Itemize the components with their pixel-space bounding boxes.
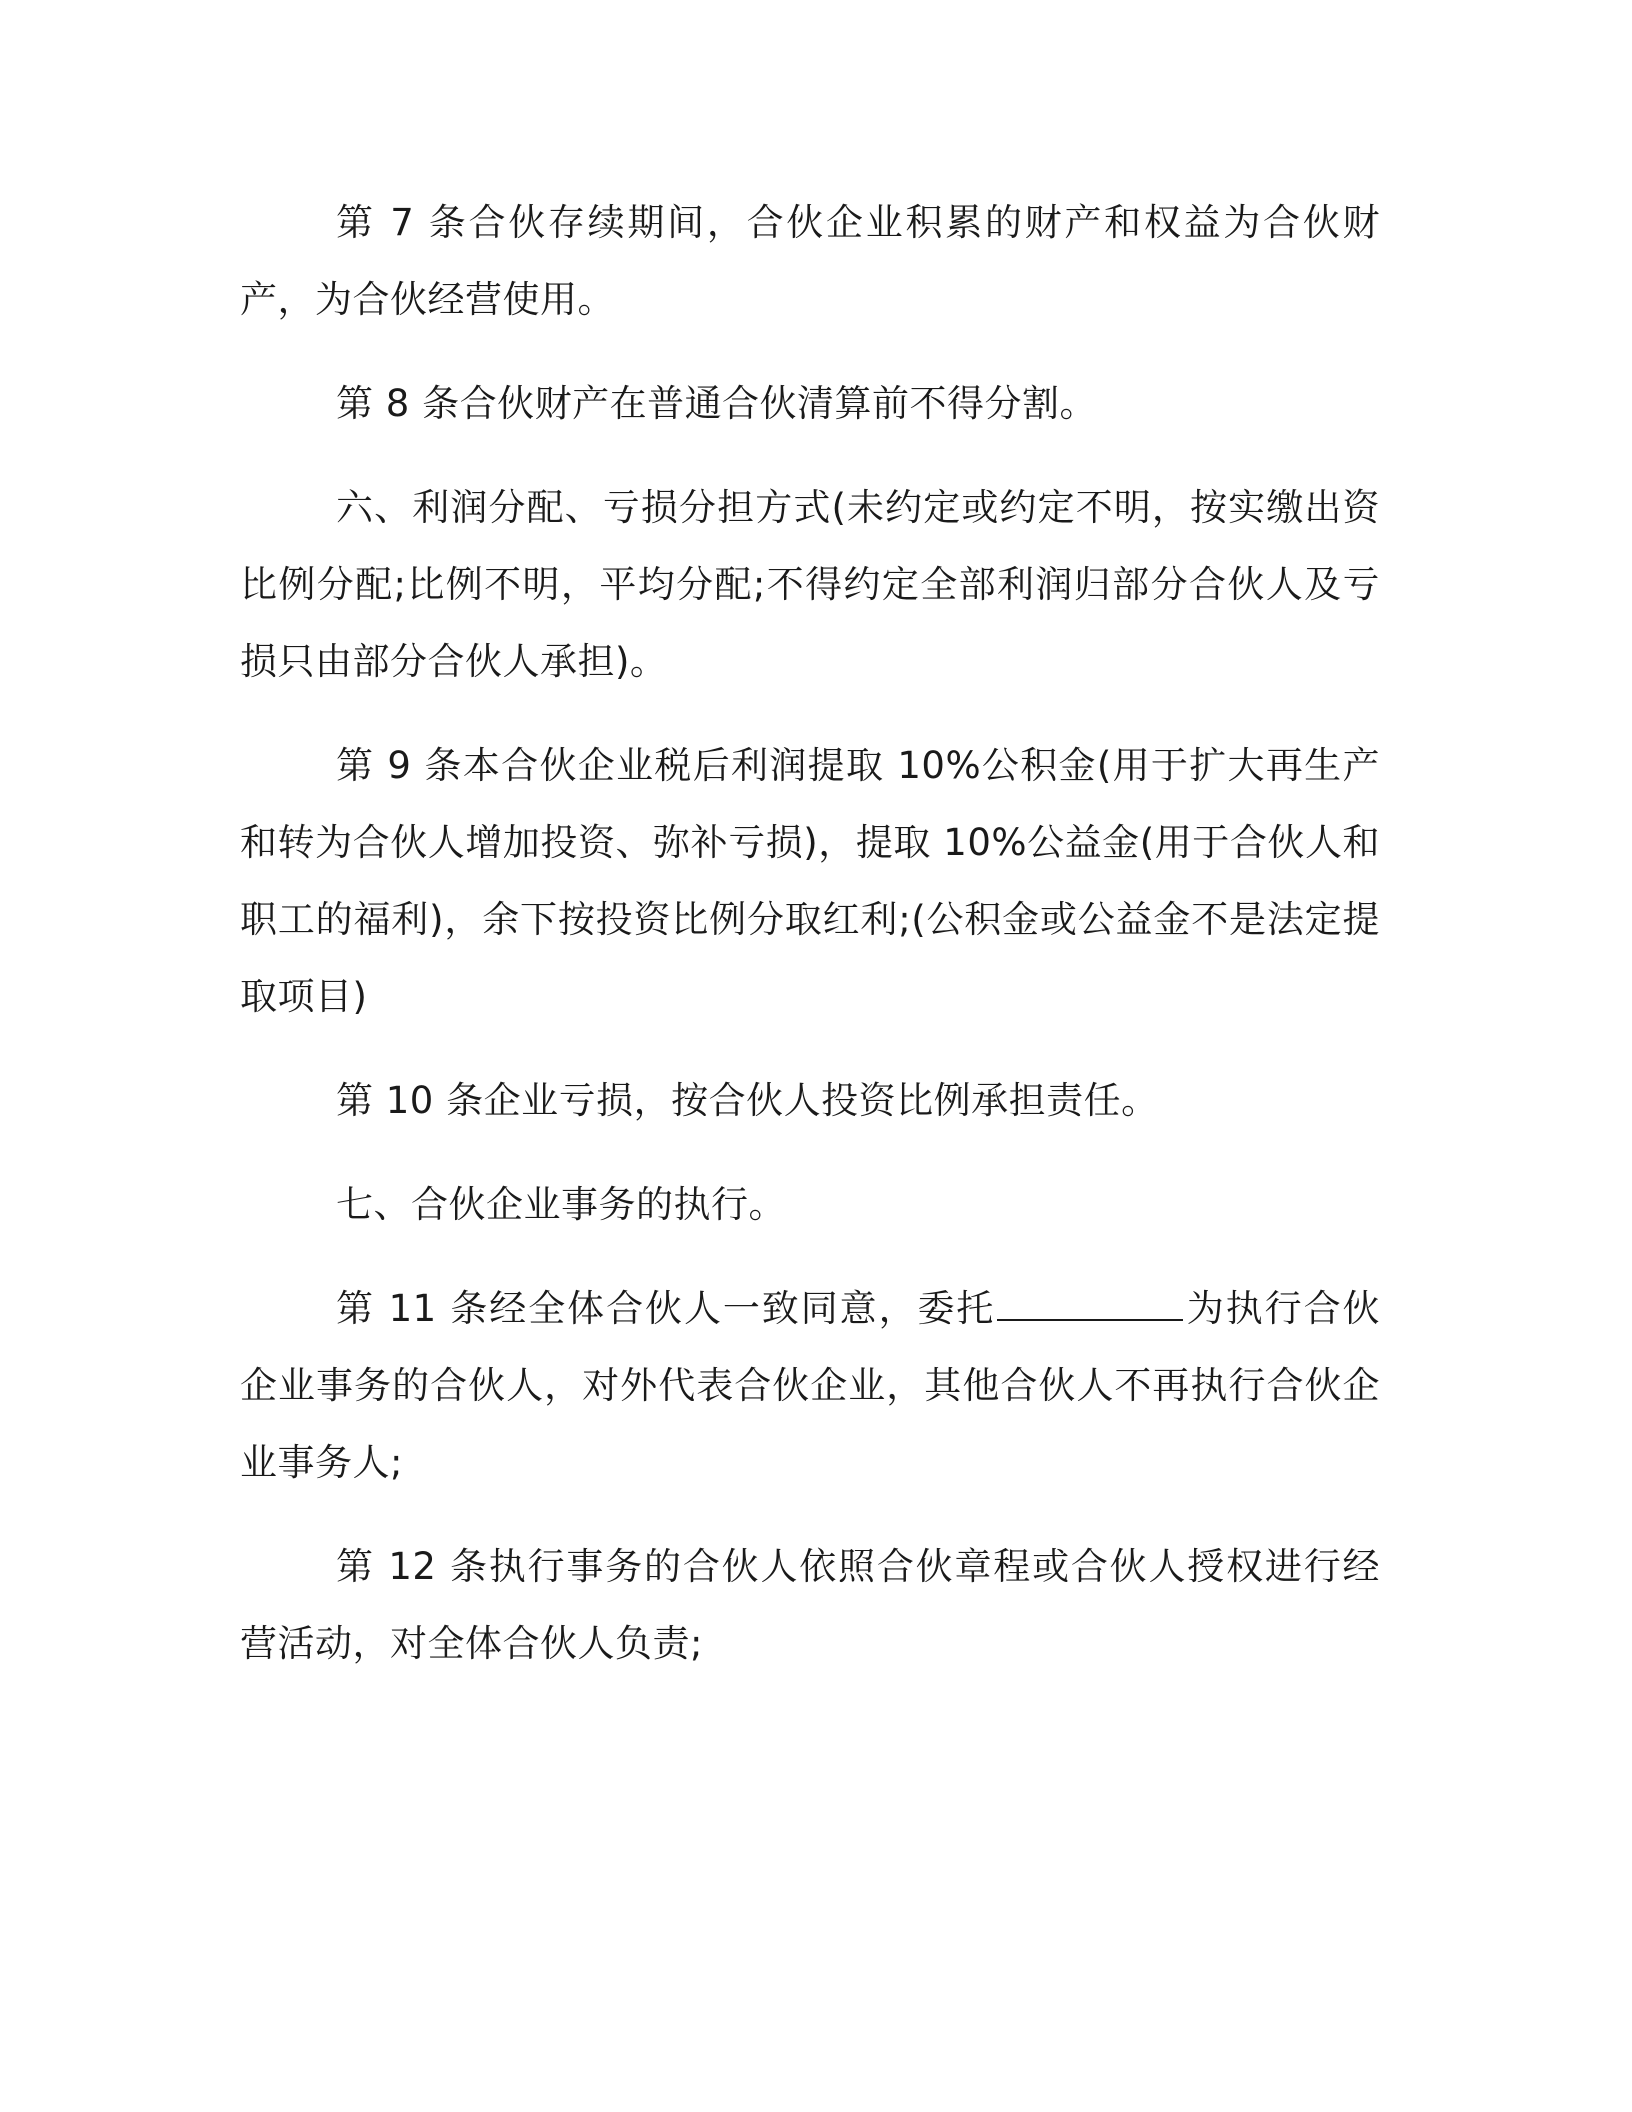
article-11-text-before: 第 11 条经全体合伙人一致同意，委托 [336,1287,996,1330]
article-7-paragraph: 第 7 条合伙存续期间，合伙企业积累的财产和权益为合伙财产，为合伙经营使用。 [240,201,1380,321]
article-8-paragraph: 第 8 条合伙财产在普通合伙清算前不得分割。 [336,382,1098,425]
article-11-text-after: 为执行合伙企业事务的合伙人，对外代表合伙企业，其他合伙人不再执行合伙企业事务人; [240,1287,1380,1484]
article-12-paragraph: 第 12 条执行事务的合伙人依照合伙章程或合伙人授权进行经营活动，对全体合伙人负责; [240,1545,1380,1665]
section-7-heading: 七、合伙企业事务的执行。 [336,1183,786,1226]
article-9-paragraph: 第 9 条本合伙企业税后利润提取 10%公积金(用于扩大再生产和转为合伙人增加投资、弥补亏损)，提取 10%公益金(用于合伙人和职工的福利)，余下按投资比例分取红利;(公积金或公益金不是法定提取项目) [240,744,1380,1018]
document-body [240,184,1380,1709]
article-10-paragraph: 第 10 条企业亏损，按合伙人投资比例承担责任。 [336,1079,1159,1122]
section-6-heading: 六、利润分配、亏损分担方式(未约定或约定不明，按实缴出资比例分配;比例不明，平均分配;不得约定全部利润归部分合伙人及亏损只由部分合伙人承担)。 [240,486,1380,683]
article-11-paragraph [240,1270,1380,1501]
fill-in-blank-line[interactable] [997,1287,1183,1321]
